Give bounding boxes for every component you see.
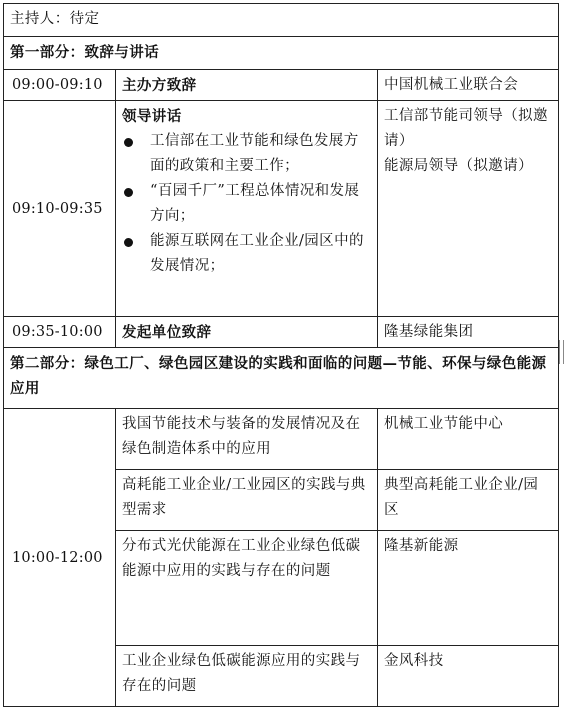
topic-cell: 我国节能技术与装备的发展情况及在绿色制造体系中的应用 [116,409,378,470]
bullet-icon [124,238,133,247]
topic-heading: 领导讲话 [122,108,182,125]
bullet-icon [124,138,133,147]
speaker-cell: 隆基绿能集团 [378,317,559,348]
topic-cell: 分布式光伏能源在工业企业绿色低碳能源中应用的实践与存在的问题 [116,531,378,646]
part1-title: 第一部分：致辞与讲话 [4,37,559,70]
speaker-cell: 中国机械工业联合会 [378,70,559,101]
topic-cell: 发起单位致辞 [116,317,378,348]
speaker-cell: 典型高耗能工业企业/园区 [378,470,559,531]
host-cell: 主持人：待定 [4,4,559,37]
agenda-row [4,317,559,348]
agenda-row [4,70,559,101]
time-cell: 09:10-09:35 [4,101,116,317]
part1-header-row [4,37,559,70]
agenda-table [3,3,559,707]
bullet-text: 能源互联网在工业企业/园区中的发展情况； [150,233,364,274]
speaker-cell: 机械工业节能中心 [378,409,559,470]
bullet-text: “百园千厂”工程总体情况和发展方向； [150,183,360,224]
agenda-row [4,101,559,317]
speaker-line: 工信部节能司领导（拟邀请） [384,108,548,149]
time-cell: 09:00-09:10 [4,70,116,101]
time-cell: 10:00-12:00 [4,409,116,707]
topic-cell: 高耗能工业企业/工业园区的实践与典型需求 [116,470,378,531]
list-item [122,229,371,279]
list-item [122,179,371,229]
bullet-list [122,129,371,279]
time-cell: 09:35-10:00 [4,317,116,348]
agenda-row [4,409,559,470]
speaker-cell: 隆基新能源 [378,531,559,646]
part2-header-row [4,348,559,409]
bullet-icon [124,188,133,197]
speaker-cell [378,101,559,317]
topic-cell: 主办方致辞 [116,70,378,101]
speaker-line: 能源局领导（拟邀请） [384,158,533,174]
resize-handle[interactable] [559,340,564,364]
host-row [4,4,559,37]
list-item [122,129,371,179]
topic-cell [116,101,378,317]
bullet-text: 工信部在工业节能和绿色发展方面的政策和主要工作； [150,133,359,174]
part2-title: 第二部分：绿色工厂、绿色园区建设的实践和面临的问题—节能、环保与绿色能源应用 [4,348,559,409]
speaker-cell: 金风科技 [378,646,559,707]
topic-cell: 工业企业绿色低碳能源应用的实践与存在的问题 [116,646,378,707]
